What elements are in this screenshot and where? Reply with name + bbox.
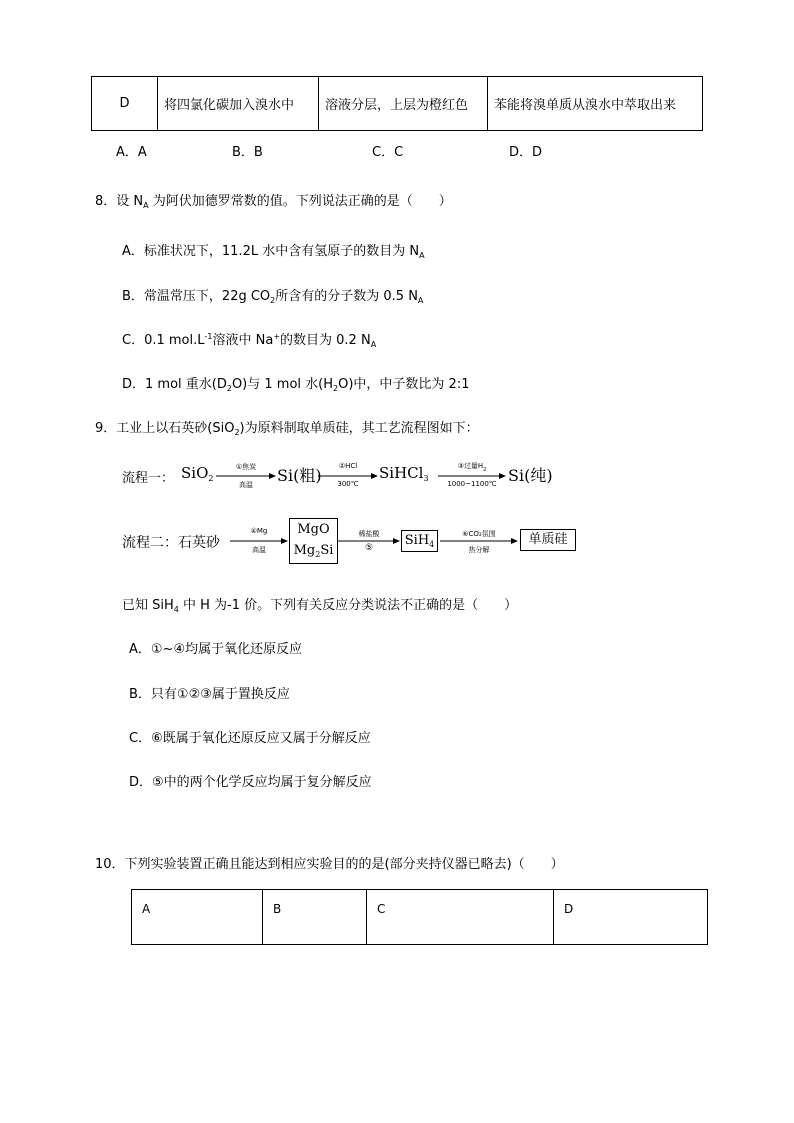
flow1-arrow3-bottom: 1000~1100℃ [447, 480, 497, 488]
q9-option-d[interactable]: D．⑤中的两个化学反应均属于复分解反应 [129, 775, 372, 790]
flow2-silicon-box: 单质硅 [520, 529, 576, 551]
flow2-sih4-box: SiH$_4$ [401, 530, 438, 552]
flow1-arrow2-top: ②HCl [338, 462, 358, 470]
table-cell: 将四氯化碳加入溴水中 [158, 77, 319, 131]
table-cell: 溶液分层，上层为橙红色 [319, 77, 488, 131]
q9-option-b[interactable]: B．只有①②③属于置换反应 [129, 687, 290, 702]
flow2-arrow4-top: ④Mg [250, 527, 268, 535]
table-cell: D [92, 77, 158, 131]
flow1-label: 流程一： [122, 471, 175, 486]
flow2-arrow6-top: ⑥CO₂氛围 [462, 530, 496, 538]
flow2-label: 流程二：石英砂 [122, 535, 220, 551]
table-cell: 苯能将溴单质从溴水中萃取出来 [488, 77, 703, 131]
q9-stem: 9．工业上以石英砂(SiO$_2$)为原料制取单质硅，其工艺流程图如下： [95, 421, 479, 437]
flow1-si-crude: Si(粗) [277, 466, 322, 485]
q8-stem: 8．设 $N_A$ 为阿伏加德罗常数的值。下列说法正确的是（ ） [95, 194, 452, 210]
flow1-arrow3 [438, 472, 506, 480]
flow2-arrow5-top: 稀盐酸 [358, 530, 380, 538]
flow2-product-box: MgO $Mg_2Si$ [289, 518, 338, 564]
q8-option-c[interactable]: C．0.1 $mol.L^{-1}$溶液中 Na+的数目为 0.2 $N_A$ [122, 332, 377, 349]
q8-option-d[interactable]: D．1 mol 重水$(D_2O)$与 1 mol 水$(H_2O)$中，中子数比为 2:1 [122, 377, 470, 393]
flow1-arrow1-top: ①焦炭 [235, 463, 257, 471]
q10-cell-b[interactable]: B [263, 890, 367, 945]
q8-option-a[interactable]: A．标准状况下，11.2L 水中含有氢原子的数目为 $N_A$ [122, 244, 425, 260]
q10-cell-a[interactable]: A [132, 890, 263, 945]
flow2-arrow6 [440, 537, 518, 545]
flow1-arrow2-bottom: 300℃ [337, 480, 359, 488]
flow1-arrow1-bottom: 高温 [239, 481, 253, 489]
flow1-arrow2 [318, 472, 378, 480]
q10-cell-d[interactable]: D [554, 890, 708, 945]
q10-stem: 10．下列实验装置正确且能达到相应实验目的的是(部分夹持仪器已略去)（ ） [95, 857, 564, 872]
q10-cell-c[interactable]: C [367, 890, 554, 945]
flow2-arrow4 [230, 537, 288, 545]
flow2-arrow6-bottom: 热分解 [468, 546, 490, 554]
flow1-arrow1 [216, 472, 276, 480]
flow2-arrow4-bottom: 高温 [252, 546, 266, 554]
flow2-arrow5-bottom: ⑤ [364, 543, 374, 553]
q7-option-a[interactable]: A．A [116, 145, 147, 160]
q9-known-condition: 已知 SiH$_4$ 中 H 为-1 价。下列有关反应分类说法不正确的是（ ） [122, 598, 518, 614]
q9-option-a[interactable]: A．①~④均属于氧化还原反应 [129, 642, 303, 657]
q7-option-c[interactable]: C．C [372, 145, 404, 160]
flow1-arrow3-top: ③过量$H_2$ [457, 462, 487, 473]
q7-option-b[interactable]: B．B [232, 145, 263, 160]
q8-option-b[interactable]: B．常温常压下，22g $CO_2$所含有的分子数为 0.5 $N_A$ [122, 289, 424, 305]
q7-option-d[interactable]: D．D [509, 145, 543, 160]
flow1-si-pure: Si(纯) [508, 466, 553, 485]
q9-option-c[interactable]: C．⑥既属于氧化还原反应又属于分解反应 [129, 731, 371, 746]
flow1-sihcl3: SiHCl$_3$ [379, 464, 429, 483]
answer-table-row-d [91, 76, 703, 131]
flow1-sio2: SiO$_2$ [181, 464, 214, 483]
q10-options-table [131, 889, 708, 945]
